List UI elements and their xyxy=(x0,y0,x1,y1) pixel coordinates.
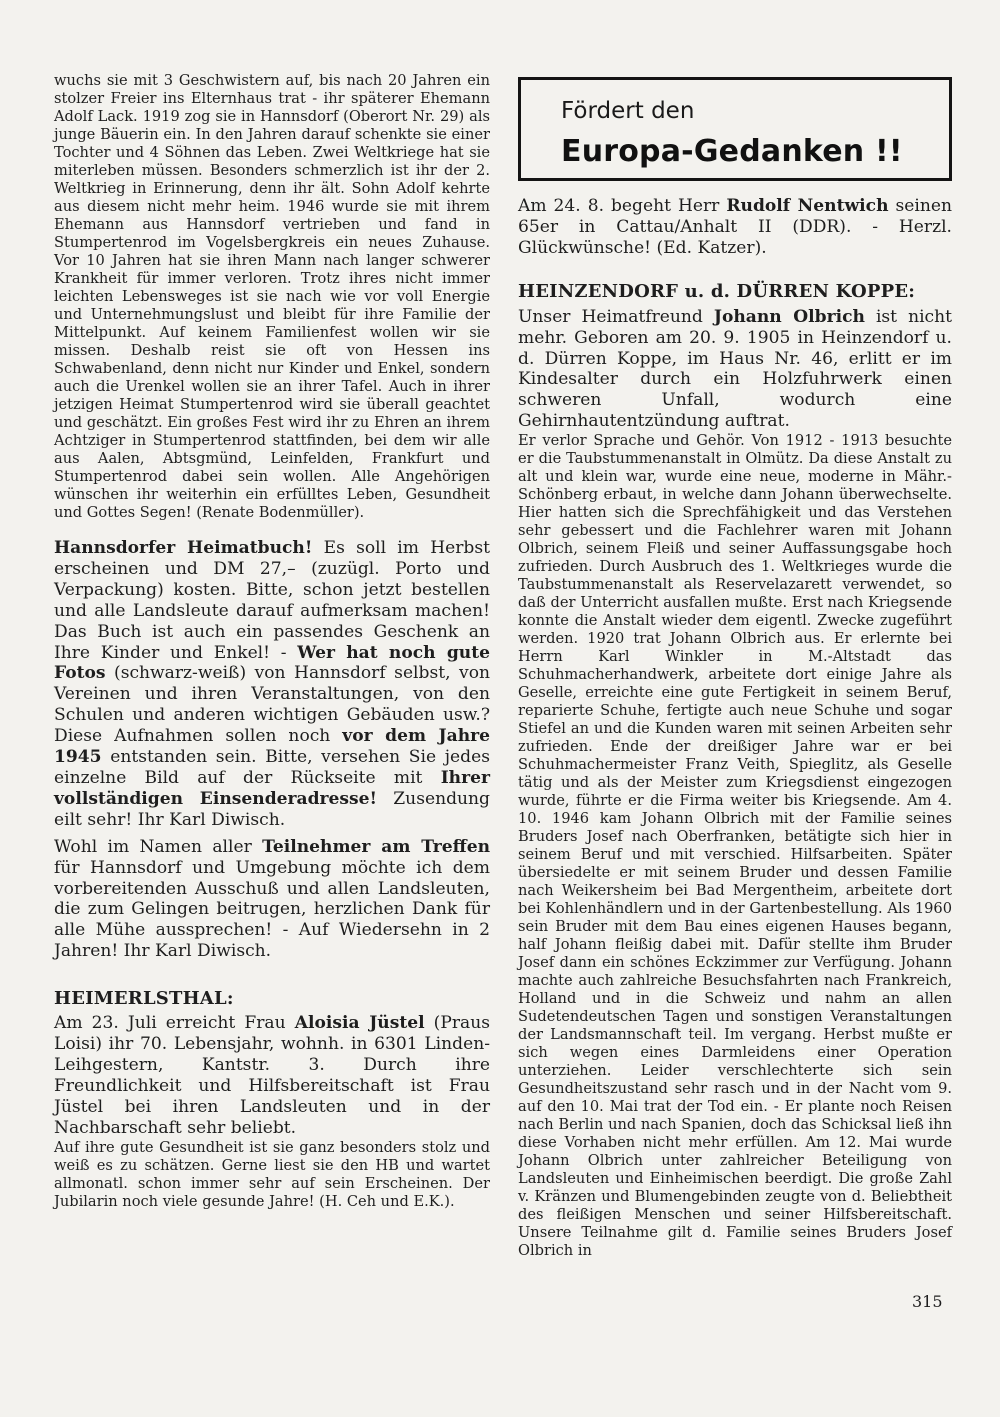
ad-line-1: Fördert den xyxy=(561,98,695,124)
heimatbuch-title: Hannsdorfer Heimatbuch! xyxy=(54,538,313,558)
olbrich-obituary-text: Er verlor Sprache und Gehör. Von 1912 - 1913 besuchte er die Taubstummenanstalt in Olmütz. Da diese Anstalt zu alt und klein war, wurde eine neue, moderne in Mähr.-Schönberg erbaut, in welche dann Johann überwechselte. Hier hatten sich die Sprechfähigkeit und das Verstehen sehr gebessert und die Fachlehrer waren mit Johann Olbrich, seinem Fleiß und seiner Auffassungsgabe hoch zufrieden. Durch Ausbruch des 1. Weltkrieges wurde die Taubstummenanstalt als Reservelazarett verwendet, so daß der Unterricht ausfallen mußte. Erst nach Kriegsende konnte die Anstalt wieder dem eigentl. Zwecke zugeführt werden. 1920 trat Johann Olbrich aus. Er erlernte bei Herrn Karl Winkler in M.-Altstadt das Schuhmacherhandwerk, arbeitete dort einige Jahre als Geselle, erreichte eine gute Fertigkeit in seinem Beruf, reparierte Schuhe, fertigte auch neue Schuhe und sogar Stiefel an und die Kunden waren mit seinen Arbeiten sehr zufrieden. Ende der dreißiger Jahre war er bei Schuhmachermeister Franz Veith, Spieglitz, als Geselle tätig und als der Meister zum Kriegsdienst eingezogen wurde, führte er die Firma weiter bis Kriegsende. Am 4. 10. 1946 kam Johann Olbrich mit der Familie seines Bruders Josef nach Oberfranken, betätigte sich hier in seinem Beruf und mit verschied. Hilfsarbeiten. Später übersiedelte er mit seinem Bruder und dessen Familie nach Weikersheim bei Bad Mergentheim, arbeitete dort bei Kohlenhändlern und in der Gartenbestellung. Als 1960 sein Bruder mit dem Bau eines eigenen Hauses begann, half Johann fleißig dabei mit. Dafür stellte ihm Bruder Josef dann ein schönes Eckzimmer zur Verfügung. Johann machte auch zahlreiche Besuchsfahrten nach Frankreich, Holland und in die Schweiz und nahm an allen Sudetendeutschen Tagen und sonstigen Veranstaltungen der Landsmannschaft teil. Im vergang. Herbst mußte er sich wegen eines Darmleidens einer Operation unterziehen. Leider verschlechterte sich sein Gesundheitszustand sehr rasch und in der Nacht vom 9. auf den 10. Mai trat der Tod ein. - Er plante noch Reisen nach Berlin und nach Spanien, doch das Schicksal ließ ihn diese Vorhaben nicht mehr erfüllen. Am 12. Mai wurde Johann Olbrich unter zahlreicher Beteiligung von Landsleuten und Einheimischen beerdigt. Die große Zahl v. Kränzen und Blumengebinden zeugte von d. Beliebtheit des fleißigen Menschen und seiner Hilfsbereitschaft. Unsere Teilnahme gilt d. Familie seines Bruders Josef Olbrich in xyxy=(518,432,952,1260)
heinzendorf-heading: HEINZENDORF u. d. DÜRREN KOPPE: xyxy=(518,280,916,302)
page-number: 315 xyxy=(912,1292,943,1311)
left-column xyxy=(54,72,490,1211)
treffen-article: Wohl im Namen aller Teilnehmer am Treffen für Hannsdorf und Umgebung möchte ich dem vorbereitenden Ausschuß und allen Landsleuten, die zum Gelingen beitrugen, herzlichen Dank für alle Mühe aussprechen! - Auf Wiedersehn in 2 Jahren! Ihr Karl Diwisch. xyxy=(54,836,490,962)
nentwich-article: Am 24. 8. begeht Herr Rudolf Nentwich seinen 65er in Cattau/Anhalt II (DDR). - Herzl. Glückwünsche! (Ed. Katzer). xyxy=(518,196,952,258)
heinzendorf-article: Unser Heimatfreund Johann Olbrich ist nicht mehr. Geboren am 20. 9. 1905 in Heinzendorf u. d. Dürren Koppe, im Haus Nr. 46, erlitt er im Kindesalter durch ein Holzfuhrwerk einen schweren Unfall, wodurch eine Gehirnhautentzündung auftrat. xyxy=(518,306,952,432)
heimatbuch-article: Hannsdorfer Heimatbuch! Es soll im Herbst erscheinen und DM 27,– (zuzügl. Porto und Verpackung) kosten. Bitte, schon jetzt bestellen und alle Landsleute darauf aufmerksam machen! Das Buch ist auch ein passendes Geschenk an Ihre Kinder und Enkel! - Wer hat noch gute Fotos (schwarz-weiß) von Hannsdorf selbst, von Vereinen und ihren Veranstaltungen, von den Schulen und anderen wichtigen Gebäuden usw.? Diese Aufnahmen sollen noch vor dem Jahre 1945 entstanden sein. Bitte, versehen Sie jedes einzelne Bild auf der Rückseite mit Ihrer vollständigen Einsenderadresse! Zusendung eilt sehr! Ihr Karl Diwisch. xyxy=(54,538,490,830)
heimerlsthal-article: Am 23. Juli erreicht Frau Aloisia Jüstel (Praus Loisi) ihr 70. Lebensjahr, wohnh. in 6301 Linden-Leihgestern, Kantstr. 3. Durch ihre Freundlichkeit und Hilfsbereitschaft ist Frau Jüstel bei ihren Landsleuten und in der Nachbarschaft sehr beliebt. xyxy=(54,1013,491,1138)
europa-ad-box xyxy=(518,77,952,181)
right-column xyxy=(518,72,952,1260)
heimerlsthal-small-text: Auf ihre gute Gesundheit ist sie ganz besonders stolz und weiß es zu schätzen. Gerne liest sie den HB und wartet allmonatl. schon immer sehr auf sein Erscheinen. Der Jubilarin noch viele gesunde Jahre! (H. Ceh und E.K.). xyxy=(54,1138,490,1210)
heimerlsthal-heading: HEIMERLSTHAL: xyxy=(54,988,234,1010)
bodenmueller-article: wuchs sie mit 3 Geschwistern auf, bis nach 20 Jahren ein stolzer Freier ins Elternhaus trat - ihr späterer Ehemann Adolf Lack. 1919 zog sie in Hannsdorf (Oberort Nr. 29) als junge Bäuerin ein. In den Jahren darauf schenkte sie einer Tochter und 4 Söhnen das Leben. Zwei Weltkriege hat sie miterleben müssen. Besonders schmerzlich ist ihr der 2. Weltkrieg in Erinnerung, denn ihr ält. Sohn Adolf kehrte aus diesem nicht mehr heim. 1946 wurde sie mit ihrem Ehemann aus Hannsdorf vertrieben und fand in Stumpertenrod im Vogelsbergkreis ein neues Zuhause. Vor 10 Jahren hat sie ihren Mann nach langer schwerer Krankheit für immer verloren. Trotz ihres nicht immer leichten Lebensweges ist sie nach wie vor voll Energie und Unternehmungslust und bleibt für ihre Familie der Mittelpunkt. Auf keinem Familienfest wollen wir sie missen. Deshalb reist sie oft von Hessen ins Schwabenland, denn nicht nur Kinder und Enkel, sondern auch die Urenkel wollen sie an ihrer Tafel. Auch in ihrer jetzigen Heimat Stumpertenrod wird sie überall geachtet und geschätzt. Ein großes Fest wird ihr zu Ehren an ihrem Achtziger in Stumpertenrod stattfinden, bei dem wir alle aus Aalen, Abtsgmünd, Leinfelden, Frankfurt und Stumpertenrod dabei sein wollen. Alle Angehörigen wünschen ihr weiterhin ein erfülltes Leben, Gesundheit und Gottes Segen! (Renate Bodenmüller). xyxy=(54,72,490,521)
ad-line-2: Europa-Gedanken !! xyxy=(561,134,903,169)
